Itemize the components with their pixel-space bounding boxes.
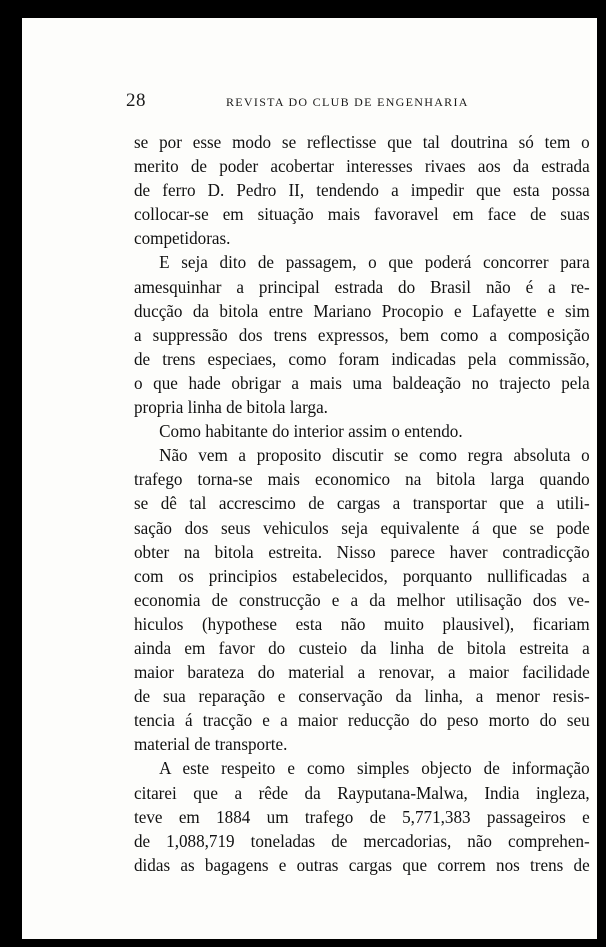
text-line: tencia á tracção e a maior reducção do peso morto do seu [134,710,590,731]
text-line: material de transporte. [134,734,288,755]
text-line: teve em 1884 um trafego de 5,771,383 passageiros e [134,806,590,827]
book-page [22,18,597,939]
text-line: ducção da bitola entre Mariano Procopio e Lafayette e sim [134,300,590,321]
text-line: collocar-se em situação mais favoravel em face de suas [134,204,590,225]
text-line: se dê tal accrescimo de cargas a transportar que a utili- [134,493,590,514]
text-line: propria linha de bitola larga. [134,397,328,418]
text-line: obter na bitola estreita. Nisso parece haver contradicção [134,541,590,562]
text-line: o que hade obrigar a mais uma baldeação no trajecto pela [134,372,590,393]
text-line: citarei que a rêde da Rayputana-Malwa, India ingleza, [134,782,590,803]
text-line: de ferro D. Pedro II, tendendo a impedir que esta possa [134,180,590,201]
text-line: A este respeito e como simples objecto de informação [159,758,590,779]
text-line: se por esse modo se reflectisse que tal doutrina só tem o [134,132,590,152]
text-line: Não vem a proposito discutir se como regra absoluta o [159,445,590,466]
text-line: Como habitante do interior assim o entendo. [159,421,463,442]
text-line: maior barateza do material a renovar, a maior facilidade [134,662,590,683]
page-number: 28 [126,90,146,111]
text-line: amesquinhar a principal estrada do Brasil não é a re- [134,276,590,297]
text-line: merito de poder acobertar interesses rivaes aos da estrada [134,156,590,177]
text-line: E seja dito de passagem, o que poderá concorrer para [159,252,590,273]
text-line: com os principios estabelecidos, porquanto nullificadas a [134,565,590,586]
text-line: hiculos (hypothese esta não muito plausivel), ficariam [134,613,590,634]
text-line: ainda em favor do custeio da linha de bitola estreita a [134,637,590,658]
text-line: economia de construcção e a da melhor utilisação dos ve- [134,589,590,610]
running-title: REVISTA DO CLUB DE ENGENHARIA [226,95,469,109]
text-line: de 1,088,719 toneladas de mercadorias, não comprehen- [134,830,590,851]
text-line: de sua reparação e conservação da linha, a menor resis- [134,686,590,707]
page-header [126,90,586,118]
text-line: trafego torna-se mais economico na bitola larga quando [134,469,590,490]
text-line: sação dos seus vehiculos seja equivalente á que se pode [134,517,590,538]
text-line: de trens especiaes, como foram indicadas pela commissão, [134,348,590,369]
body-text [134,130,590,877]
text-line: competidoras. [134,228,231,249]
text-line: didas as bagagens e outras cargas que correm nos trens de [134,854,590,875]
text-line: a suppressão dos trens expressos, bem como a composição [134,324,590,345]
